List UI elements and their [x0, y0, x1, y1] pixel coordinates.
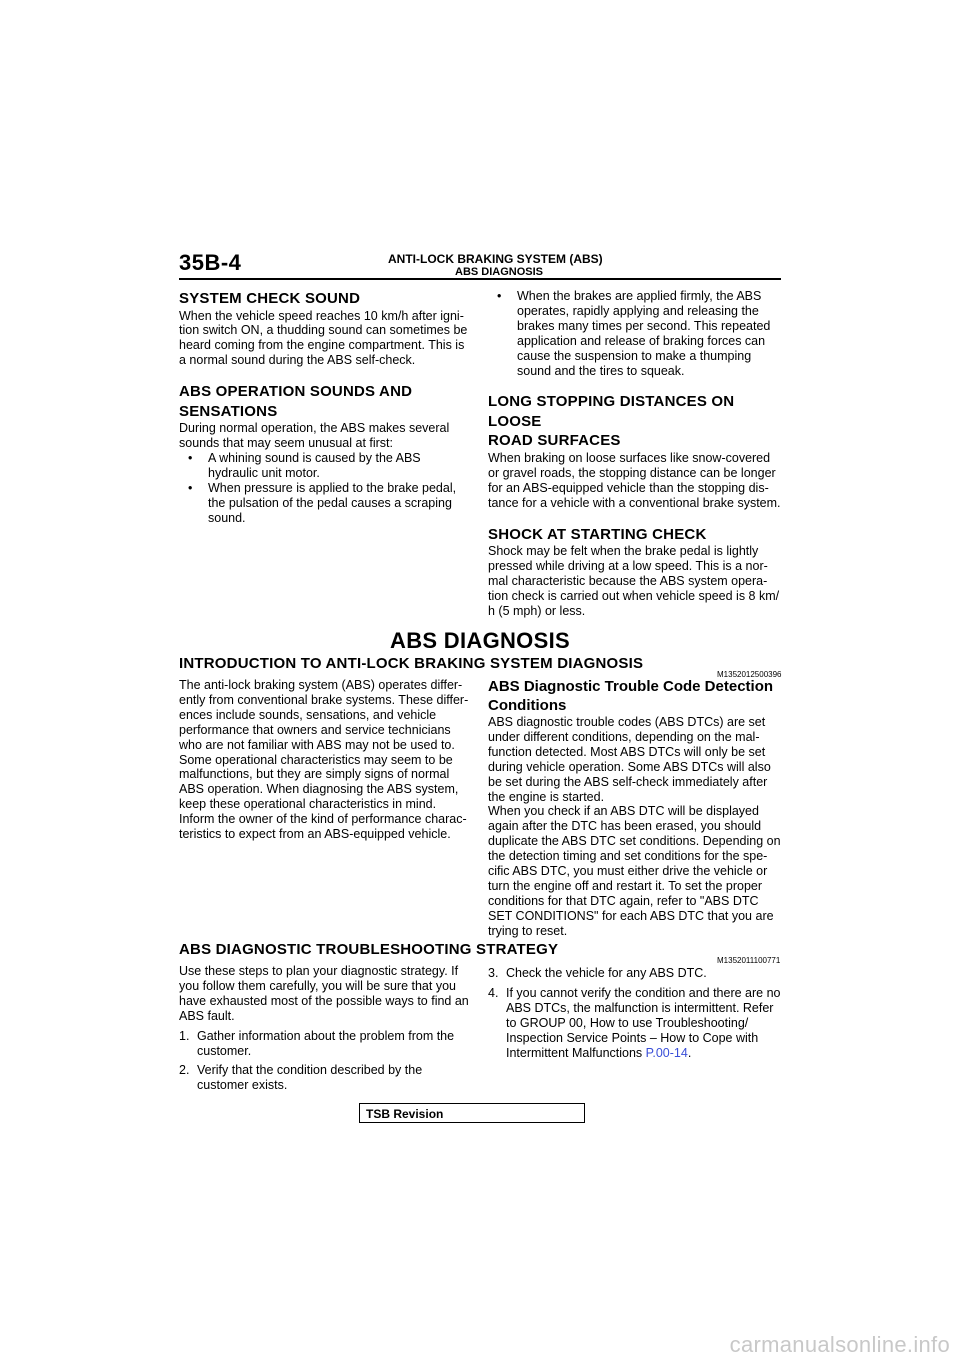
strategy-code: M1352011100771 — [717, 956, 781, 965]
operation-bullets — [179, 451, 469, 526]
bullet-icon: • — [497, 289, 502, 303]
list-item: 3. Check the vehicle for any ABS DTC. — [488, 966, 707, 980]
right-column-top — [488, 289, 781, 619]
intro-heading: INTRODUCTION TO ANTI-LOCK BRAKING SYSTEM DIAGNOSIS — [179, 655, 644, 672]
tsb-revision-box: TSB Revision — [359, 1103, 585, 1123]
operation-heading-line2: SENSATIONS — [179, 402, 278, 420]
bullet-icon: • — [188, 450, 193, 465]
strategy-heading: ABS DIAGNOSTIC TROUBLESHOOTING STRATEGY — [179, 941, 559, 958]
strategy-right-column — [488, 961, 781, 1060]
strategy-steps-left — [179, 1029, 469, 1094]
watermark: carmanualsonline.info — [729, 1332, 950, 1357]
strategy-left-column — [179, 964, 469, 1093]
operation-bullets-cont — [488, 289, 781, 378]
dtc-text-1: ABS diagnostic trouble codes (ABS DTCs) are set under different conditions, depending on the mal-function detected. Most ABS DTCs will only be set during vehicle operation. Some ABS DTCs will also be set during the ABS self-check immediately after the engine is started. — [488, 715, 771, 804]
long-stopping-text: When braking on loose surfaces like snow-covered or gravel roads, the stopping distance can be longer for an ABS-equipped vehicle than the stopping dis-tance for a vehicle with a conventional brake system. — [488, 450, 781, 510]
list-item: • A whining sound is caused by the ABS hydraulic unit motor. — [188, 450, 421, 480]
shock-text: Shock may be felt when the brake pedal is lightly pressed while driving at a low speed. This is a nor-mal characteristic because the ABS system opera-tion check is carried out when vehicle speed is 8 km/ h (5 mph) or less. — [488, 544, 780, 618]
bullet-icon: • — [188, 480, 193, 495]
strategy-intro: Use these steps to plan your diagnostic strategy. If you follow them carefully, you will be sure that you have exhausted most of the possible ways to find an ABS fault. — [179, 964, 469, 1023]
operation-intro: During normal operation, the ABS makes several sounds that may seem unusual at first: — [179, 421, 450, 451]
strategy-steps-right — [488, 966, 781, 1060]
abs-diagnosis-title: ABS DIAGNOSIS — [390, 628, 570, 653]
header-subtitle: ABS DIAGNOSIS — [455, 266, 544, 278]
list-item: 4. If you cannot verify the condition and there are no ABS DTCs, the malfunction is intermittent. Refer to GROUP 00, How to use Troubleshooting/ Inspection Service Points – How to Cope with Intermittent Malfunctions P.00-14. — [488, 985, 781, 1060]
dtc-right-column — [488, 677, 781, 939]
operation-heading-line1: ABS OPERATION SOUNDS AND — [179, 383, 413, 401]
list-item: 2. Verify that the condition described by the customer exists. — [179, 1063, 423, 1093]
list-item: • When pressure is applied to the brake pedal, the pulsation of the pedal causes a scraping sound. — [188, 480, 457, 525]
long-stopping-heading-line2: ROAD SURFACES — [488, 432, 621, 450]
dtc-text-2: When you check if an ABS DTC will be displayed again after the DTC has been erased, you should duplicate the ABS DTC set conditions. Depending on the detection timing and set conditions for the spe-cific ABS DTC, you must either drive the vehicle or turn the engine off and restart it. To set the proper conditions for that DTC again, refer to "ABS DTC SET CONDITIONS" for each ABS DTC that you are trying to reset. — [488, 804, 781, 938]
dtc-heading-line2: Conditions — [488, 697, 567, 714]
dtc-heading-line1: ABS Diagnostic Trouble Code Detection — [488, 678, 774, 695]
system-check-text: When the vehicle speed reaches 10 km/h after igni-tion switch ON, a thudding sound can sometimes be heard coming from the engine compartment. This is a normal sound during the ABS self-check. — [179, 308, 468, 368]
page-number: 35B-4 — [179, 250, 242, 275]
header-title: ANTI-LOCK BRAKING SYSTEM (ABS) — [388, 252, 603, 266]
page-reference-link[interactable]: P.00-14 — [645, 1045, 688, 1060]
shock-heading: SHOCK AT STARTING CHECK — [488, 525, 707, 543]
left-column-top — [179, 289, 469, 525]
system-check-heading: SYSTEM CHECK SOUND — [179, 290, 361, 307]
header-rule — [179, 278, 781, 280]
list-item: 1. Gather information about the problem from the customer. — [179, 1028, 455, 1058]
intro-code: M1352012500396 — [717, 670, 782, 679]
list-item: • When the brakes are applied firmly, the ABS operates, rapidly applying and releasing the brakes many times per second. This repeated application and release of braking forces can cause the suspension to make a thumping sound and the tires to squeak. — [497, 289, 771, 378]
intro-left-column — [179, 678, 469, 842]
intro-text: The anti-lock braking system (ABS) operates differ-ently from conventional brake systems. These differ-ences include sounds, sensations, and vehicle performance that owners and service technicians who are not familiar with ABS may not be used to. Some operational characteristics may seem to be malfunctions, but they are simply signs of normal ABS operation. When diagnosing the ABS system, keep these operational characteristics in mind. Inform the owner of the kind of performance charac-teristics to expect from an ABS-equipped vehicle. — [179, 678, 469, 842]
long-stopping-heading-line1: LONG STOPPING DISTANCES ON LOOSE — [488, 393, 735, 430]
